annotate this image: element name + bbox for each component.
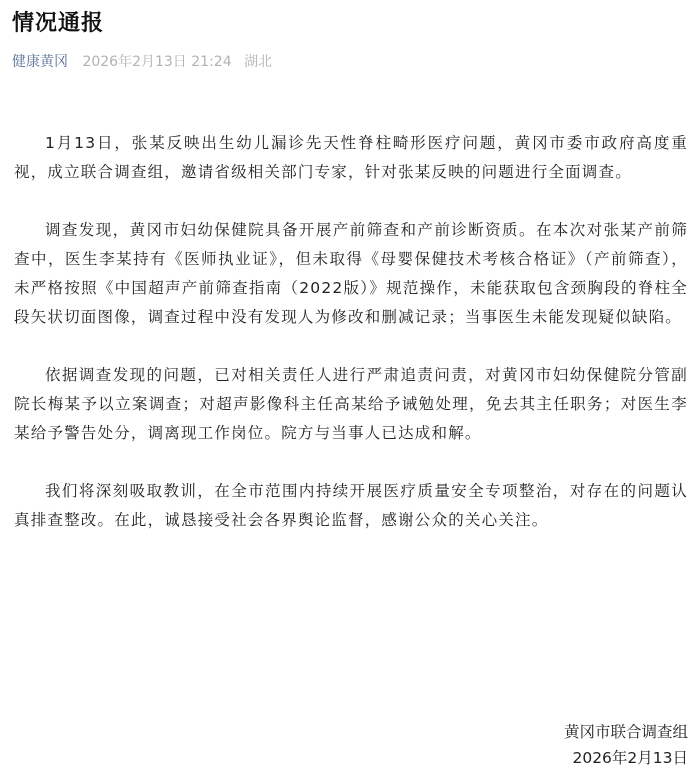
publish-datetime: 2026年2月13日 21:24	[82, 54, 232, 70]
signature-date: 2026年2月13日	[572, 749, 688, 767]
signature-block	[564, 719, 688, 771]
paragraph-4: 我们将深刻吸取教训，在全市范围内持续开展医疗质量安全专项整治，对存在的问题认真排查整改。在此，诚恳接受社会各界舆论监督，感谢公众的关心关注。	[14, 482, 688, 529]
publish-location: 湖北	[244, 54, 273, 70]
article-title: 情况通报	[12, 11, 105, 36]
signature-organization: 黄冈市联合调查组	[563, 723, 688, 741]
account-name-link[interactable]: 健康黄冈	[12, 54, 68, 70]
paragraph-3: 依据调查发现的问题，已对相关责任人进行严肃追责问责，对黄冈市妇幼保健院分管副院长梅某予以立案调查；对超声影像科主任高某给予诫勉处理，免去其主任职务；对医生李某给予警告处分，调离现工作岗位。院方与当事人已达成和解。	[14, 366, 688, 442]
article-body	[14, 129, 688, 564]
paragraph-2: 调查发现，黄冈市妇幼保健院具备开展产前筛查和产前诊断资质。在本次对张某产前筛查中，医生李某持有《医师执业证》，但未取得《母婴保健技术考核合格证》（产前筛查），未严格按照《中国超声产前筛查指南（2022版）》规范操作，未能获取包含颈胸段的脊柱全段矢状切面图像，调查过程中没有发现人为修改和删减记录；当事医生未能发现疑似缺陷。	[14, 221, 688, 326]
article-meta	[12, 51, 272, 71]
paragraph-1: 1月13日，张某反映出生幼儿漏诊先天性脊柱畸形医疗问题，黄冈市委市政府高度重视，成立联合调查组，邀请省级相关部门专家，针对张某反映的问题进行全面调查。	[14, 134, 688, 181]
